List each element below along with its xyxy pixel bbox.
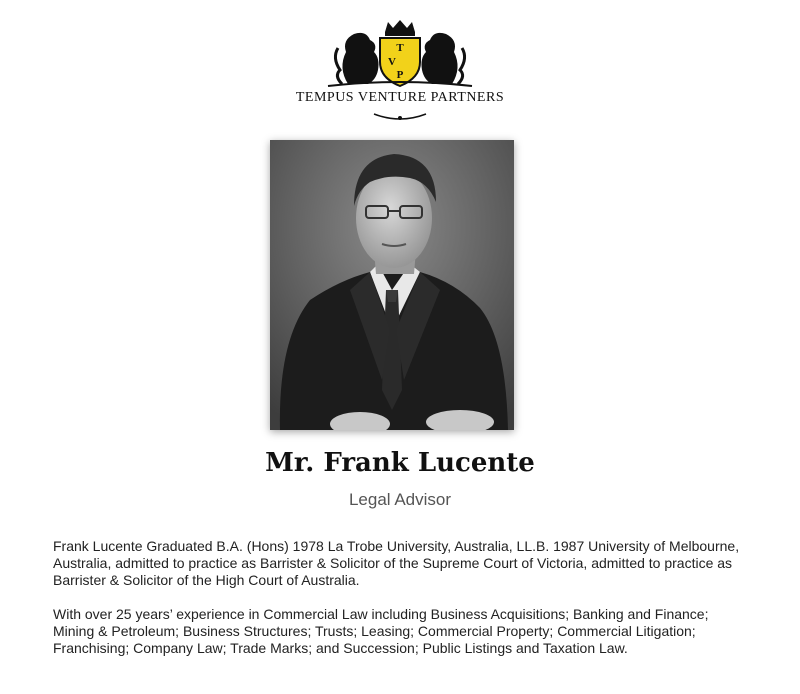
lions-crest-icon (288, 18, 512, 90)
shield-letter-t: T (396, 42, 404, 54)
person-name: Mr. Frank Lucente (265, 448, 535, 478)
bio-paragraph: With over 25 years’ experience in Commercial Law including Business Acquisitions; Banking and Finance; Mining & Petroleum; Business Structures; Trusts; Leasing; Commercial Property; Commercial Litigation; Franchising; Company Law; Trade Marks; and Succession; Public Listings and Taxation Law. (53, 606, 709, 656)
bio-section (53, 538, 753, 674)
portrait-image (270, 140, 514, 430)
logo-flourish-icon (288, 108, 512, 124)
logo-wordmark: TEMPUS VENTURE PARTNERS (295, 90, 505, 105)
shield-letter-v: V (388, 56, 396, 68)
profile-photo (270, 140, 514, 430)
company-logo (288, 18, 512, 123)
person-role: Legal Advisor (348, 490, 452, 509)
shield-letter-p: P (396, 69, 404, 81)
bio-paragraph: Frank Lucente Graduated B.A. (Hons) 1978 La Trobe University, Australia, LL.B. 1987 University of Melbourne, Australia, admitted to practice as Barrister & Solicitor of the Supreme Court of Victoria, admitted to practice as Barrister & Solicitor of the High Court of Australia. (53, 538, 740, 588)
